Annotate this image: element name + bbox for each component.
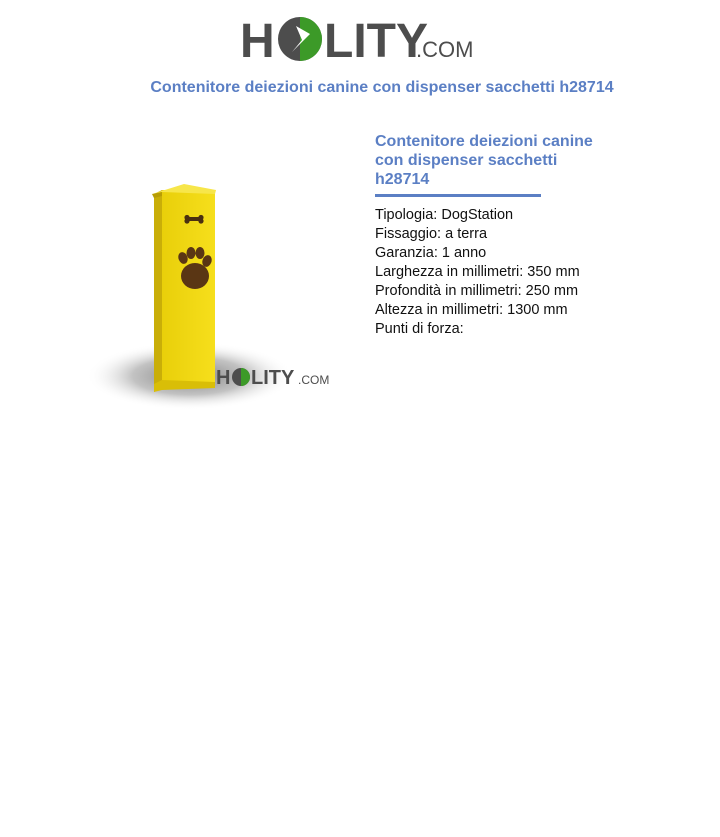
spec-altezza: Altezza in millimetri: 1300 mm: [375, 302, 568, 318]
spec-garanzia: Garanzia: 1 anno: [375, 245, 487, 261]
post-side: [154, 190, 162, 392]
title-divider: [375, 194, 541, 197]
spec-profondita: Profondità in millimetri: 250 mm: [375, 283, 579, 299]
holity-logo: [240, 12, 482, 66]
spec-punti-di-forza: Punti di forza:: [375, 321, 464, 337]
logo-suffix-com: .COM: [416, 37, 474, 62]
spec-larghezza: Larghezza in millimetri: 350 mm: [375, 264, 580, 280]
page-title: Contenitore deiezioni canine con dispenser sacchetti h28714: [150, 79, 614, 96]
spec-list: [375, 206, 635, 339]
product-info: [375, 132, 635, 339]
watermark-suffix-com: .COM: [298, 373, 330, 387]
logo-letter-h: H: [240, 15, 275, 66]
product-title: Contenitore deiezioni canine con dispenser sacchetti h28714: [375, 133, 593, 188]
product-image: [84, 178, 338, 414]
logo-o-mark: [278, 17, 322, 61]
watermark-letter-h: H: [216, 367, 231, 389]
watermark-letters-lity: LITY: [251, 367, 295, 389]
spec-fissaggio: Fissaggio: a terra: [375, 226, 488, 242]
logo-letters-lity: LITY: [324, 15, 428, 66]
spec-tipologia: Tipologia: DogStation: [375, 207, 514, 223]
